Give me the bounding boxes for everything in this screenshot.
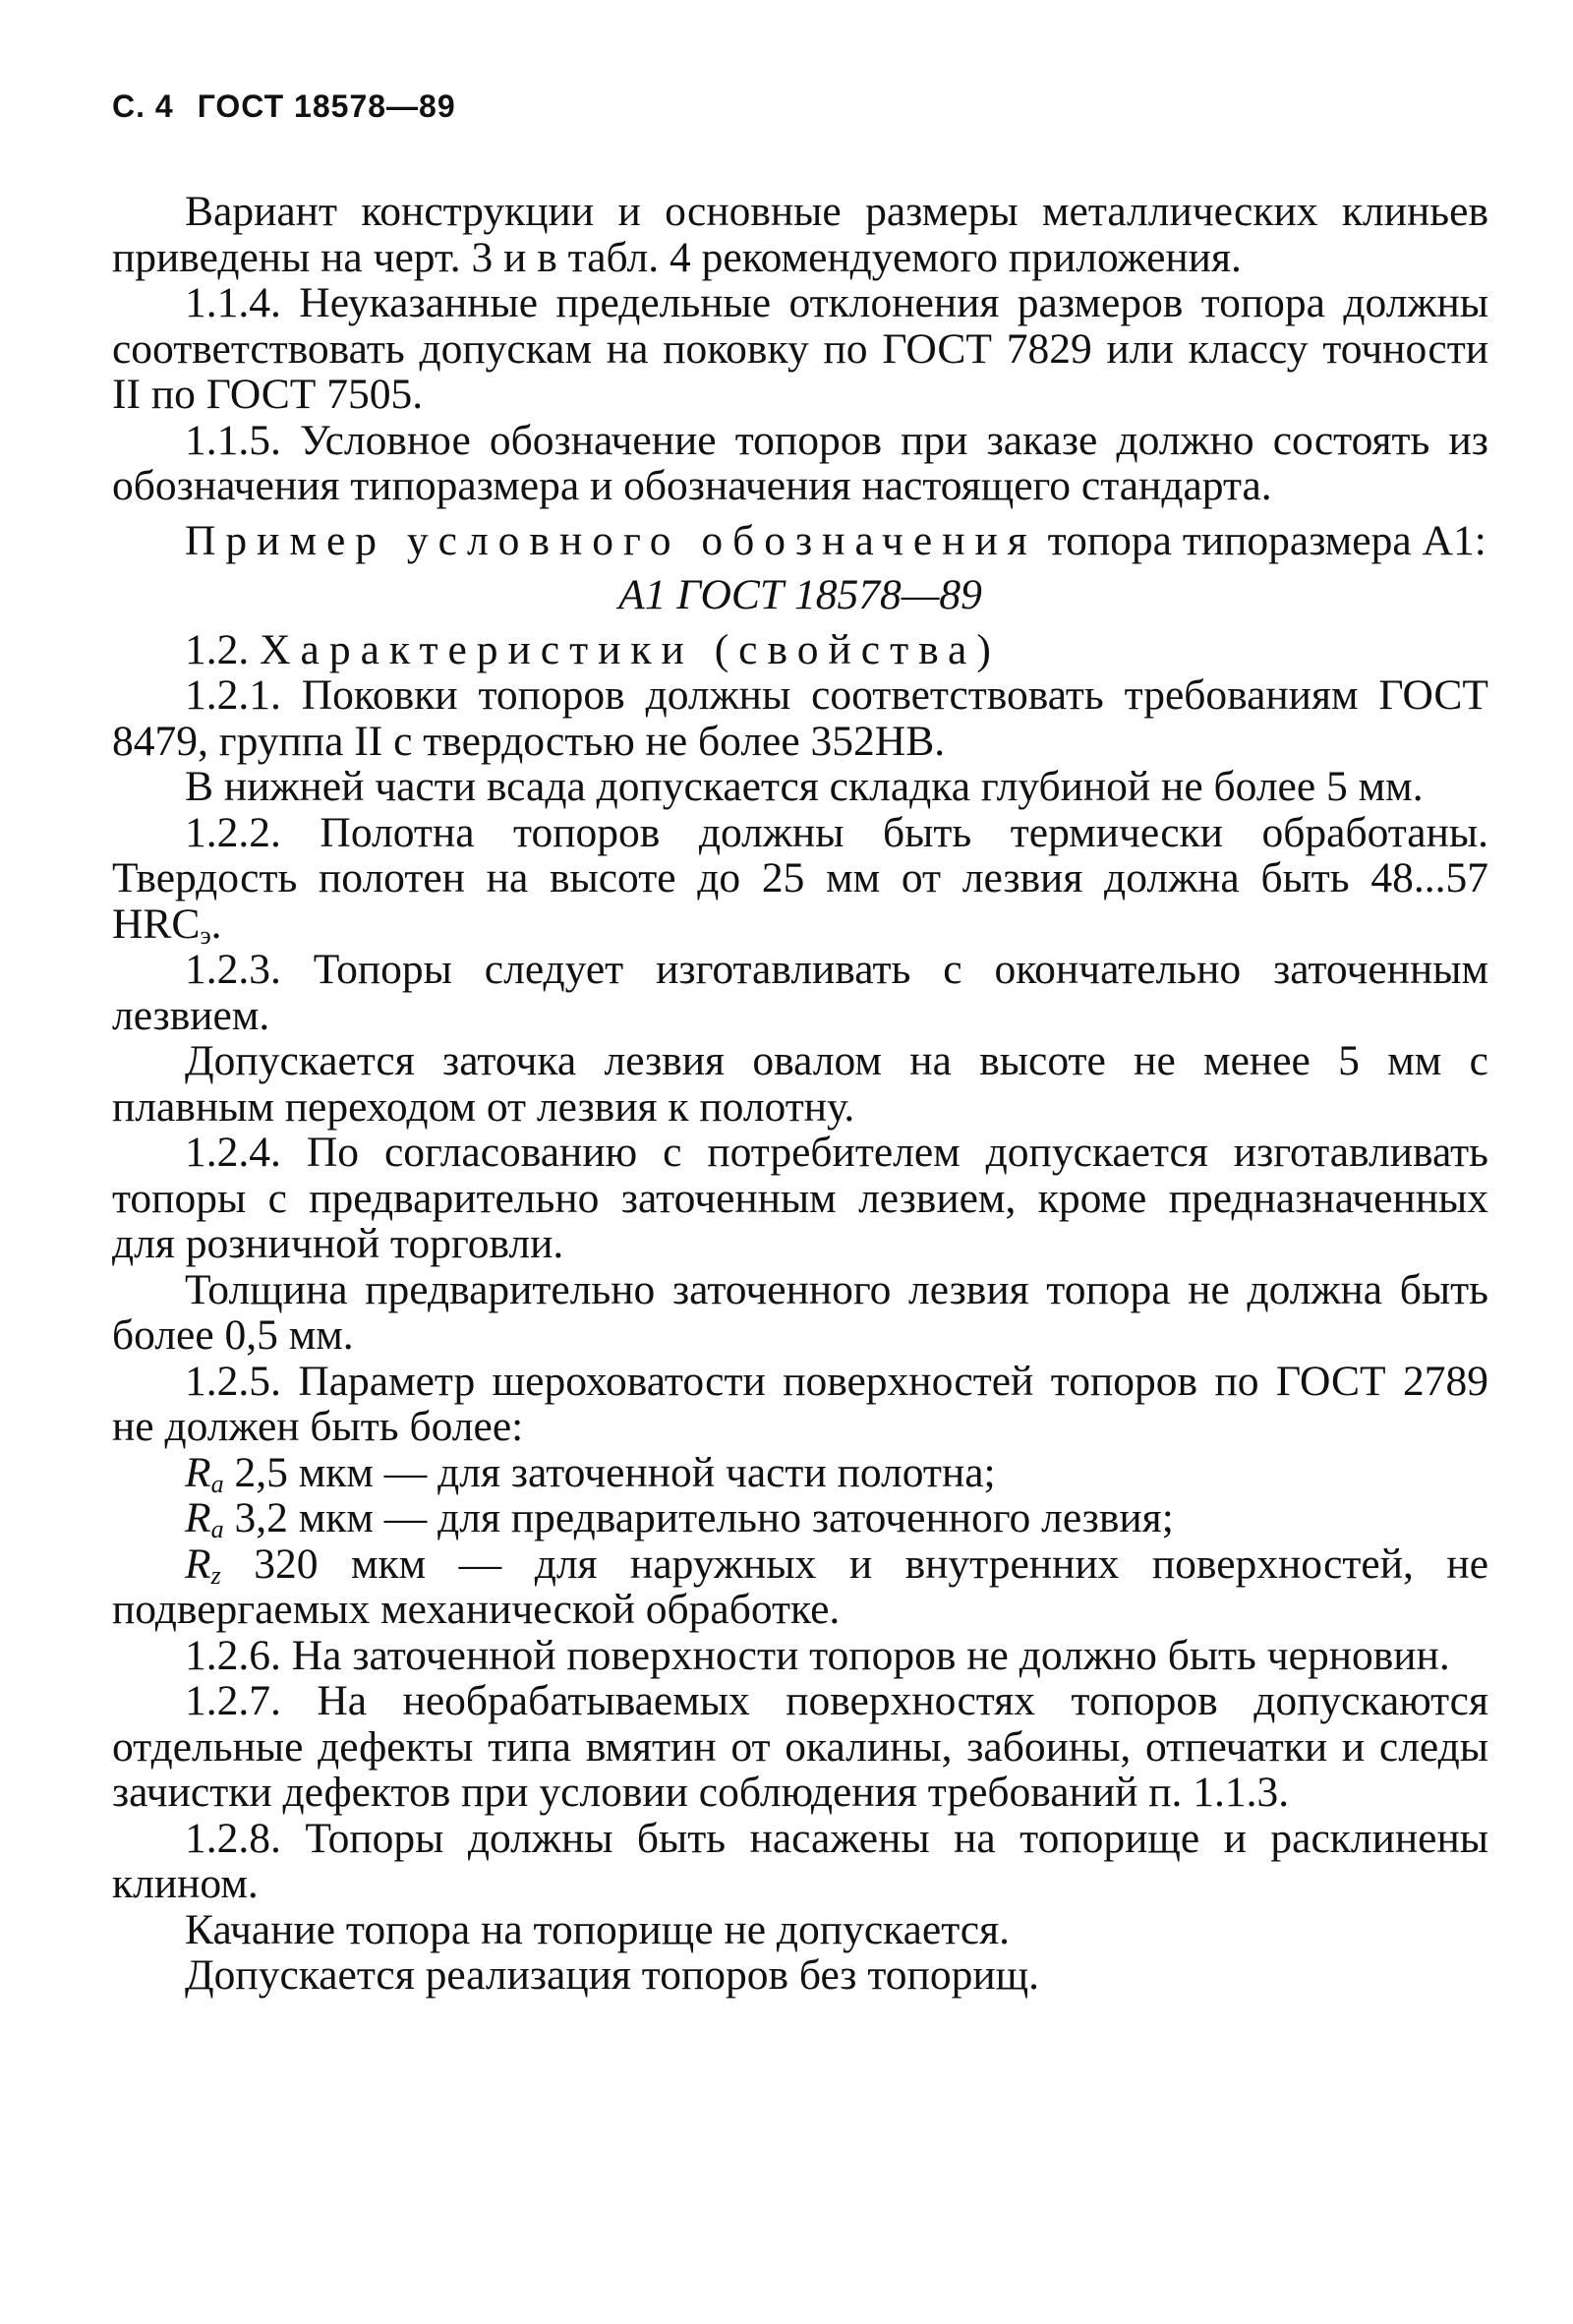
- paragraph-thickness: Толщина предварительно заточенного лезвия топора не должна быть более 0,5 мм.: [112, 1265, 1488, 1359]
- clause-1-2-5: 1.2.5. Параметр шероховатости поверхностей топоров по ГОСТ 2789 не должен быть более:: [112, 1357, 1488, 1450]
- clause-1-2-7: 1.2.7. На необрабатываемых поверхностях топоров допускаются отдельные дефекты типа вмятин от окалины, забоины, отпечатки и следы зачистки дефектов при условии соблюдения требований п. 1.1.3.: [112, 1677, 1488, 1816]
- example-designation: А1 ГОСТ 18578—89: [618, 571, 982, 618]
- paragraph-wobble: Качание топора на топорище не допускается.: [185, 1905, 1010, 1953]
- section-title: Характеристики (свойства): [260, 625, 1001, 673]
- clause-1-2-2-text: 1.2.2. Полотна топоров должны быть термически обработаны. Твердость полотен на высоте до 25 мм от лезвия должна быть 48...57 HRC: [112, 808, 1488, 948]
- roughness-ra-2: [112, 1495, 1488, 1541]
- clause-1-2-4: 1.2.4. По согласованию с потребителем допускается изготавливать топоры с предварительно заточенным лезвием, кроме предназначенных для розничной торговли.: [112, 1129, 1488, 1267]
- roughness-ra-1-text: 2,5 мкм — для заточенной части полотна;: [223, 1448, 996, 1496]
- roughness-rz-text: 320 мкм — для наружных и внутренних поверхностей, не подвергаемых механической обработке.: [112, 1540, 1488, 1633]
- paragraph-without-handles: Допускается реализация топоров без топорищ.: [185, 1951, 1039, 1999]
- rz-subscript: z: [210, 1560, 221, 1590]
- example-label: Пример условного обозначения: [185, 516, 1037, 564]
- section-heading-1-2: [112, 627, 1488, 673]
- body-text: [112, 189, 1488, 1999]
- hrc-subscript: э: [200, 920, 211, 950]
- rz-symbol: R: [185, 1540, 211, 1588]
- clause-1-2-1: 1.2.1. Поковки топоров должны соответствовать требованиям ГОСТ 8479, группа II с твердостью не более 352НВ.: [112, 671, 1488, 765]
- paragraph-variant: Вариант конструкции и основные размеры металлических клиньев приведены на черт. 3 и в табл. 4 рекомендуемого приложения.: [112, 188, 1488, 281]
- paragraph-sharpening: Допускается заточка лезвия овалом на высоте не менее 5 мм с плавным переходом от лезвия к полотну.: [112, 1037, 1488, 1131]
- standard-designation: ГОСТ 18578—89: [197, 88, 456, 124]
- roughness-ra-2-text: 3,2 мкм — для предварительно заточенного лезвия;: [223, 1494, 1174, 1541]
- paragraph-fold: В нижней части всада допускается складка глубиной не более 5 мм.: [185, 763, 1424, 810]
- clause-1-2-6: 1.2.6. На заточенной поверхности топоров не должно быть черновин.: [185, 1631, 1450, 1679]
- page-number: С. 4: [112, 88, 174, 124]
- roughness-rz: [112, 1541, 1488, 1633]
- clause-1-2-8: 1.2.8. Топоры должны быть насажены на топорище и расклинены клином.: [112, 1814, 1488, 1907]
- running-header: [112, 88, 480, 125]
- clause-1-1-5: 1.1.5. Условное обозначение топоров при заказе должно состоять из обозначения типоразмера и обозначения настоящего стандарта.: [112, 416, 1488, 509]
- example-paragraph: [112, 518, 1488, 564]
- ra-subscript-2: a: [210, 1515, 224, 1543]
- hrc-period: .: [210, 900, 222, 948]
- clause-1-1-4: 1.1.4. Неуказанные предельные отклонения размеров топора должны соответствовать допускам на поковку по ГОСТ 7829 или классу точности II по ГОСТ 7505.: [112, 279, 1488, 418]
- clause-1-2-2: [112, 810, 1488, 948]
- clause-1-2-3: 1.2.3. Топоры следует изготавливать с окончательно заточенным лезвием.: [112, 946, 1488, 1039]
- roughness-ra-1: [112, 1450, 1488, 1496]
- example-text: топора типоразмера А1:: [1047, 516, 1486, 564]
- ra-subscript: a: [210, 1469, 224, 1498]
- ra-symbol: R: [185, 1448, 211, 1496]
- ra-symbol-2: R: [185, 1494, 211, 1541]
- section-number: 1.2.: [185, 625, 261, 673]
